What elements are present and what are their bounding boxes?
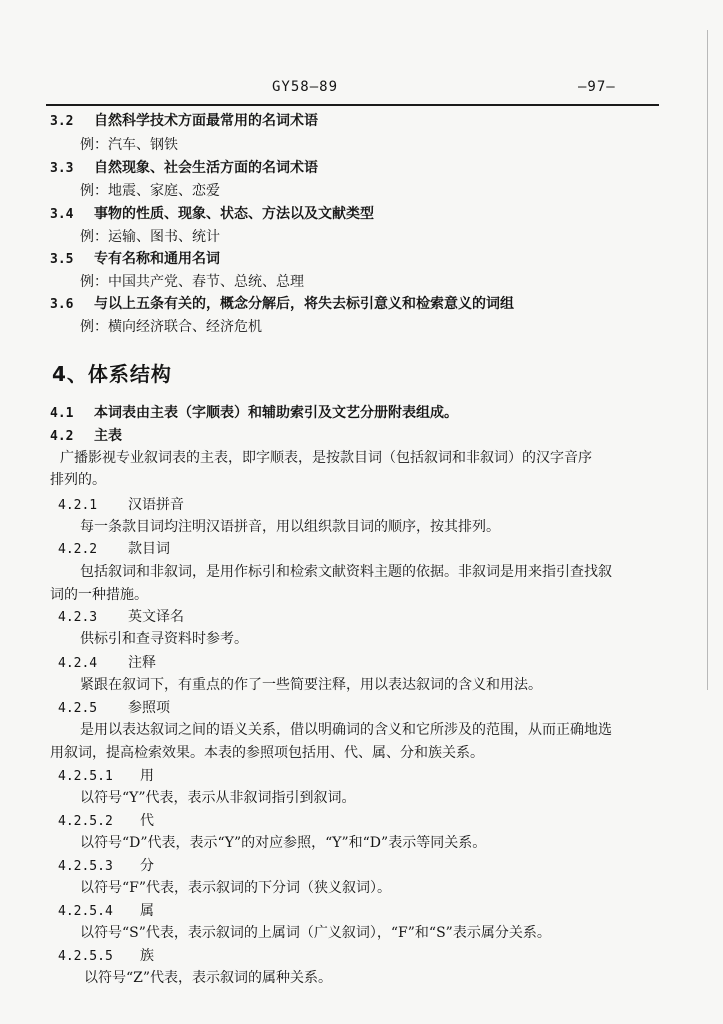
item-4-2-5-2-heading: 4.2.5.2 代 bbox=[58, 813, 154, 829]
item-4-2-5-para-line2: 用叙词，提高检索效果。本表的参照项包括用、代、属、分和族关系。 bbox=[50, 745, 484, 761]
item-4-2-5-1-heading: 4.2.5.1 用 bbox=[58, 768, 154, 784]
item-4-2-1-text: 每一条款目词均注明汉语拼音，用以组织款目词的顺序，按其排列。 bbox=[80, 519, 500, 535]
item-4-2-2-heading: 4.2.2 款目词 bbox=[58, 541, 170, 557]
item-4-2-5-5-heading: 4.2.5.5 族 bbox=[58, 948, 154, 964]
item-4-2-2-para-line1: 包括叙词和非叙词，是用作标引和检索文献资料主题的依据。非叙词是用来指引查找叙 bbox=[80, 564, 612, 580]
item-3-4-example: 例：运输、图书、统计 bbox=[80, 229, 220, 245]
item-3-5-heading: 3.5 专有名称和通用名词 bbox=[50, 251, 220, 267]
item-3-3-heading: 3.3 自然现象、社会生活方面的名词术语 bbox=[50, 160, 318, 176]
item-4-2-5-4-text: 以符号“S”代表，表示叙词的上属词（广义叙词），“F”和“S”表示属分关系。 bbox=[80, 925, 551, 941]
item-4-2-5-3-heading: 4.2.5.3 分 bbox=[58, 858, 154, 874]
section-4-title: 4、体系结构 bbox=[52, 362, 172, 386]
item-4-2-4-text: 紧跟在叙词下，有重点的作了一些简要注释，用以表达叙词的含义和用法。 bbox=[80, 677, 542, 693]
item-4-2-5-2-text: 以符号“D”代表，表示“Y”的对应参照，“Y”和“D”表示等同关系。 bbox=[80, 835, 487, 851]
item-4-2-5-3-text: 以符号“F”代表，表示叙词的下分词（狭义叙词）。 bbox=[80, 880, 392, 896]
item-4-2-para-line2: 排列的。 bbox=[50, 472, 106, 488]
item-3-2-example: 例：汽车、钢铁 bbox=[80, 137, 178, 153]
item-4-1: 4.1 本词表由主表（字顺表）和辅助索引及文艺分册附表组成。 bbox=[50, 405, 458, 421]
item-3-6-example: 例：横向经济联合、经济危机 bbox=[80, 319, 262, 335]
item-4-2-4-heading: 4.2.4 注释 bbox=[58, 655, 156, 671]
item-3-3-example: 例：地震、家庭、恋爱 bbox=[80, 183, 220, 199]
item-4-2-3-text: 供标引和查寻资料时参考。 bbox=[80, 631, 248, 647]
header-rule bbox=[46, 104, 659, 106]
page-number: —97— bbox=[578, 79, 616, 95]
item-4-2-5-4-heading: 4.2.5.4 属 bbox=[58, 903, 154, 919]
item-3-5-example: 例：中国共产党、春节、总统、总理 bbox=[80, 274, 304, 290]
item-4-2-5-heading: 4.2.5 参照项 bbox=[58, 700, 170, 716]
item-3-4-heading: 3.4 事物的性质、现象、状态、方法以及文献类型 bbox=[50, 206, 374, 222]
item-4-2-2-para-line2: 词的一种措施。 bbox=[50, 587, 148, 603]
scan-edge-line bbox=[707, 30, 708, 690]
item-4-2-5-para-line1: 是用以表达叙词之间的语义关系，借以明确词的含义和它所涉及的范围，从而正确地选 bbox=[80, 722, 612, 738]
item-4-2-5-1-text: 以符号“Y”代表，表示从非叙词指引到叙词。 bbox=[80, 790, 356, 806]
item-3-6-heading: 3.6 与以上五条有关的，概念分解后，将失去标引意义和检索意义的词组 bbox=[50, 296, 514, 312]
item-4-2-heading: 4.2 主表 bbox=[50, 428, 122, 444]
item-3-2-heading: 3.2 自然科学技术方面最常用的名词术语 bbox=[50, 113, 318, 129]
item-4-2-5-5-text: 以符号“Z”代表，表示叙词的属种关系。 bbox=[84, 970, 333, 986]
standard-code: GY58—89 bbox=[272, 79, 339, 95]
item-4-2-para-line1: 广播影视专业叙词表的主表，即字顺表，是按款目词（包括叙词和非叙词）的汉字音序 bbox=[60, 450, 592, 466]
item-4-2-1-heading: 4.2.1 汉语拼音 bbox=[58, 497, 184, 513]
item-4-2-3-heading: 4.2.3 英文译名 bbox=[58, 609, 184, 625]
